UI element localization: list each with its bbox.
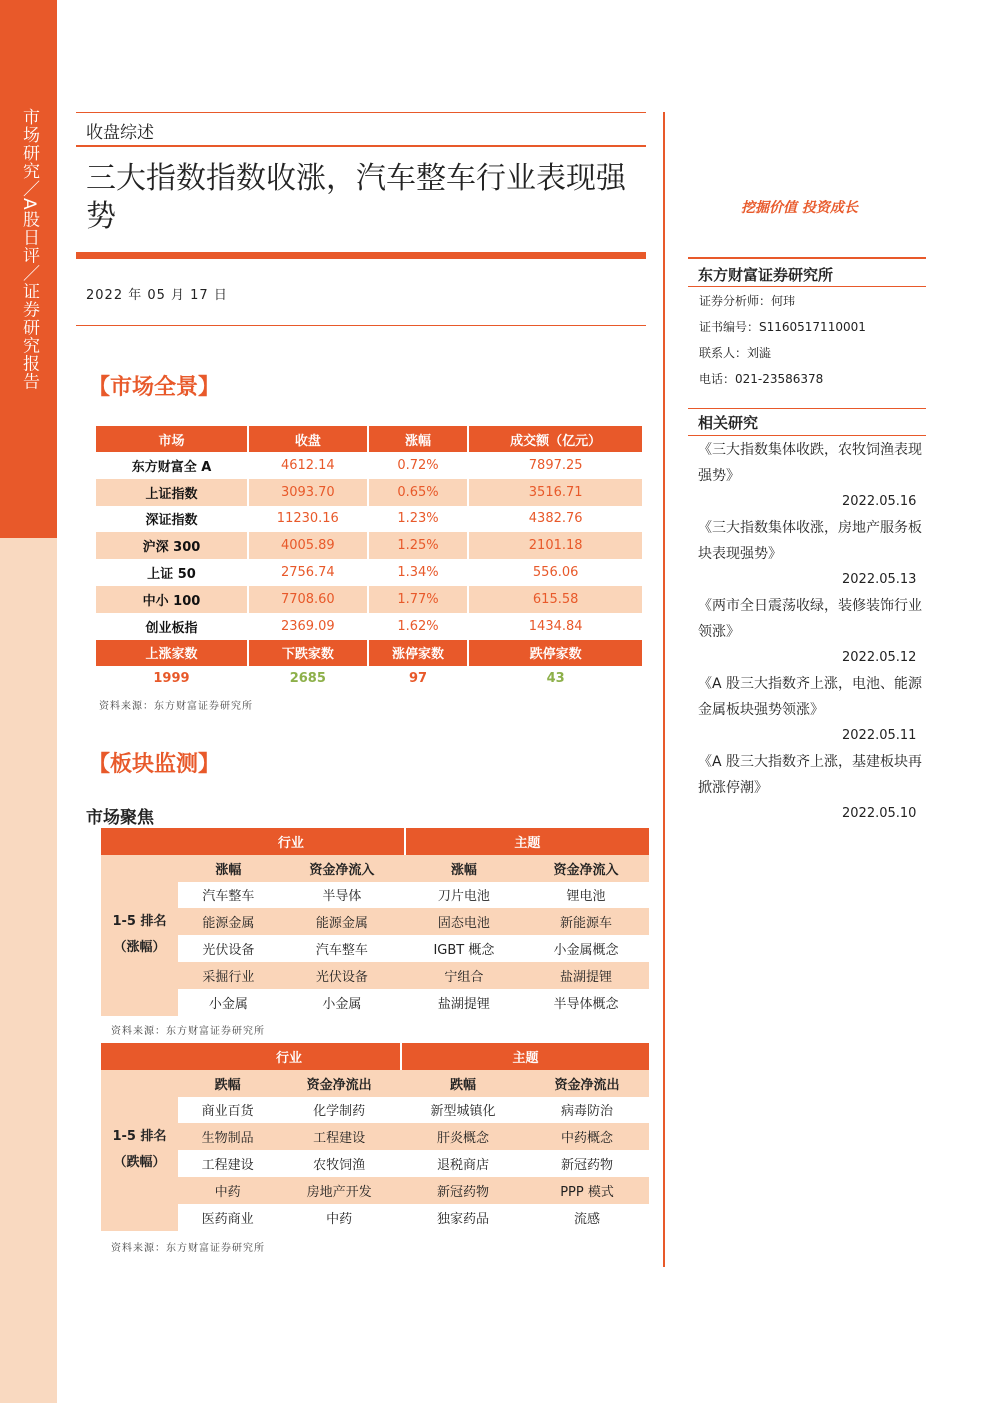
cell: 生物制品 — [178, 1123, 277, 1150]
rank-label-line: 1-5 排名 — [112, 1129, 167, 1145]
close-value: 4612.14 — [280, 457, 335, 473]
section-rule — [76, 145, 646, 147]
group-header-row — [101, 828, 649, 855]
turnover-value: 615.58 — [469, 586, 642, 613]
column-header: 收盘 — [249, 426, 367, 452]
column-header: 涨幅 — [405, 855, 523, 882]
turnover-value: 4382.76 — [528, 511, 583, 527]
related-report-date: 2022.05.16 — [842, 494, 917, 509]
section-label: 收盘综述 — [86, 123, 154, 143]
table-row — [101, 989, 649, 1016]
stat-value-row — [96, 666, 642, 693]
cell: 固态电池 — [405, 908, 523, 935]
related-report-link[interactable]: 《两市全日震荡收绿，装修装饰行业领涨》 — [698, 598, 922, 640]
institution-name: 东方财富证券研究所 — [698, 266, 834, 284]
certificate: 证书编号：S1160517110001 — [699, 320, 866, 334]
cell: 盐湖提锂 — [437, 996, 490, 1012]
limit-down-count: 43 — [546, 671, 565, 687]
related-report-link[interactable]: 《A 股三大指数齐上涨，基建板块再掀涨停潮》 — [698, 754, 923, 796]
stat-header-row — [96, 640, 642, 666]
focus-title: 市场聚焦 — [86, 808, 154, 828]
cell: 半导体概念 — [553, 996, 619, 1012]
change-value: 1.62% — [397, 618, 439, 634]
market-table — [94, 426, 644, 692]
cell: 新冠药物 — [401, 1177, 525, 1204]
cell: 中药 — [326, 1211, 353, 1227]
cell: 中药概念 — [525, 1123, 649, 1150]
table-row — [96, 586, 642, 613]
table-row — [101, 882, 649, 909]
market-name: 中小 100 — [96, 586, 247, 613]
cell: 汽车整车 — [202, 889, 255, 905]
table-row — [96, 613, 642, 640]
cell: 流感 — [574, 1211, 601, 1227]
cell: 采掘行业 — [178, 962, 279, 989]
group-industry: 行业 — [178, 828, 405, 855]
institution-top-rule — [688, 257, 926, 259]
sector-heading: 【板块监测】 — [88, 751, 221, 777]
turnover-value: 3516.71 — [469, 479, 642, 506]
rank-label-line: （涨幅） — [113, 940, 166, 956]
cell: 工程建设 — [277, 1123, 401, 1150]
column-header: 资金净流出 — [525, 1070, 649, 1097]
market-heading: 【市场全景】 — [88, 374, 221, 400]
turnover-value: 7897.25 — [528, 457, 583, 473]
cell: 小金属概念 — [553, 943, 619, 959]
sidebar-light — [0, 538, 57, 1403]
rank-label-line: 1-5 排名 — [112, 914, 167, 930]
column-header: 跌幅 — [178, 1070, 277, 1097]
related-report-link[interactable]: 《A 股三大指数齐上涨，电池、能源金属板块强势领涨》 — [698, 676, 923, 718]
market-name: 创业板指 — [145, 620, 198, 636]
table-row — [101, 908, 649, 935]
header-top-rule — [76, 112, 646, 113]
group-header-row — [101, 1043, 649, 1070]
phone: 电话：021-23586378 — [699, 372, 824, 386]
source-note: 资料来源：东方财富证券研究所 — [99, 701, 253, 712]
related-report-date: 2022.05.11 — [842, 728, 917, 743]
related-report-link[interactable]: 《三大指数集体收涨，房地产服务板块表现强势》 — [698, 520, 922, 562]
rank-label — [101, 1070, 178, 1231]
title-underline — [76, 252, 646, 259]
cell: 中药 — [178, 1177, 277, 1204]
cell: 退税商店 — [437, 1158, 490, 1174]
cell: 新型城镇化 — [430, 1104, 496, 1120]
cell: 独家药品 — [437, 1211, 490, 1227]
column-header: 下跌家数 — [249, 640, 367, 666]
report-date: 2022 年 05 月 17 日 — [86, 288, 228, 303]
cell: 能源金属 — [178, 908, 279, 935]
cell: 光伏设备 — [202, 943, 255, 959]
cell: 汽车整车 — [315, 943, 368, 959]
table-row — [101, 1097, 649, 1124]
table-row — [101, 935, 649, 962]
close-value: 4005.89 — [249, 532, 367, 559]
cell: 商业百货 — [201, 1104, 254, 1120]
turnover-value: 2101.18 — [469, 532, 642, 559]
cell: 小金属 — [208, 996, 248, 1012]
analyst: 证券分析师：何玮 — [699, 294, 796, 308]
sector-down-table — [101, 1043, 649, 1231]
source-note: 资料来源：东方财富证券研究所 — [111, 1243, 265, 1254]
contact: 联系人：刘澁 — [699, 346, 772, 360]
table-row — [96, 532, 642, 559]
group-theme: 主题 — [401, 1043, 649, 1070]
cell: 病毒防治 — [561, 1104, 614, 1120]
group-theme: 主题 — [405, 828, 649, 855]
slogan: 挖掘价值 投资成长 — [741, 200, 858, 216]
table-row — [101, 1204, 649, 1231]
page-title: 三大指数指数收涨，汽车整车行业表现强势 — [86, 161, 626, 234]
table-row — [101, 1123, 649, 1150]
cell: 肝炎概念 — [401, 1123, 525, 1150]
change-value: 1.23% — [397, 511, 439, 527]
close-value: 11230.16 — [276, 511, 339, 527]
market-name: 东方财富全 A — [131, 459, 212, 475]
column-header-row — [101, 855, 649, 882]
change-value: 1.25% — [369, 532, 468, 559]
date-rule — [76, 325, 646, 326]
institution-bottom-rule — [688, 286, 926, 287]
group-industry: 行业 — [178, 1043, 401, 1070]
table-row — [96, 506, 642, 533]
column-divider — [663, 112, 665, 1267]
close-value: 7708.60 — [249, 586, 367, 613]
sidebar-label: 市场研究／A股日评／证券研究报告 — [19, 108, 39, 391]
column-header: 涨幅 — [369, 426, 468, 452]
cell: 盐湖提锂 — [523, 962, 649, 989]
turnover-value: 1434.84 — [528, 618, 583, 634]
column-header: 涨停家数 — [369, 640, 468, 666]
cell: IGBT 概念 — [433, 943, 495, 959]
blank-cell — [101, 1043, 178, 1070]
change-value: 1.77% — [369, 586, 468, 613]
column-header: 涨幅 — [178, 855, 279, 882]
cell: 光伏设备 — [279, 962, 405, 989]
change-value: 0.65% — [369, 479, 468, 506]
rank-label — [101, 855, 178, 1016]
column-header: 上涨家数 — [96, 640, 247, 666]
table-row — [96, 452, 642, 479]
cell: 刀片电池 — [437, 889, 490, 905]
column-header: 资金净流入 — [279, 855, 405, 882]
change-value: 1.34% — [397, 565, 439, 581]
market-name: 上证 50 — [147, 567, 196, 583]
market-name: 沪深 300 — [96, 532, 247, 559]
close-value: 3093.70 — [249, 479, 367, 506]
related-report-date: 2022.05.10 — [842, 806, 917, 821]
close-value: 2369.09 — [280, 618, 335, 634]
column-header: 市场 — [96, 426, 247, 452]
down-count: 2685 — [289, 671, 326, 687]
table-row — [96, 479, 642, 506]
related-report-date: 2022.05.12 — [842, 650, 917, 665]
cell: 医药商业 — [201, 1211, 254, 1227]
related-top-rule — [688, 408, 926, 409]
column-header: 资金净流入 — [523, 855, 649, 882]
cell: 化学制药 — [313, 1104, 366, 1120]
up-count: 1999 — [153, 671, 190, 687]
column-header: 跌停家数 — [469, 640, 642, 666]
cell: 农牧饲渔 — [313, 1158, 366, 1174]
sector-up-table — [101, 828, 649, 1016]
related-bottom-rule — [688, 435, 926, 436]
table-row — [101, 962, 649, 989]
column-header: 资金净流出 — [277, 1070, 401, 1097]
cell: 房地产开发 — [277, 1177, 401, 1204]
cell: 新能源车 — [523, 908, 649, 935]
limit-up-count: 97 — [408, 671, 428, 687]
table-row — [96, 559, 642, 586]
cell: PPP 模式 — [525, 1177, 649, 1204]
blank-cell — [101, 828, 178, 855]
cell: 半导体 — [322, 889, 362, 905]
column-header-row — [101, 1070, 649, 1097]
related-title: 相关研究 — [698, 414, 759, 432]
table-row — [101, 1150, 649, 1177]
market-name: 上证指数 — [96, 479, 247, 506]
change-value: 0.72% — [397, 457, 439, 473]
turnover-value: 556.06 — [532, 565, 579, 581]
cell: 新冠药物 — [561, 1158, 614, 1174]
table-row — [101, 1177, 649, 1204]
cell: 能源金属 — [279, 908, 405, 935]
column-header: 跌幅 — [401, 1070, 525, 1097]
column-header: 成交额（亿元） — [469, 426, 642, 452]
cell: 宁组合 — [405, 962, 523, 989]
source-note: 资料来源：东方财富证券研究所 — [111, 1026, 265, 1037]
close-value: 2756.74 — [280, 565, 335, 581]
rank-label-line: （跌幅） — [113, 1155, 166, 1171]
cell: 工程建设 — [201, 1158, 254, 1174]
related-report-link[interactable]: 《三大指数集体收跌，农牧饲渔表现强势》 — [698, 442, 922, 484]
market-name: 深证指数 — [145, 513, 198, 529]
cell: 小金属 — [322, 996, 362, 1012]
cell: 锂电池 — [566, 889, 606, 905]
related-report-date: 2022.05.13 — [842, 572, 917, 587]
